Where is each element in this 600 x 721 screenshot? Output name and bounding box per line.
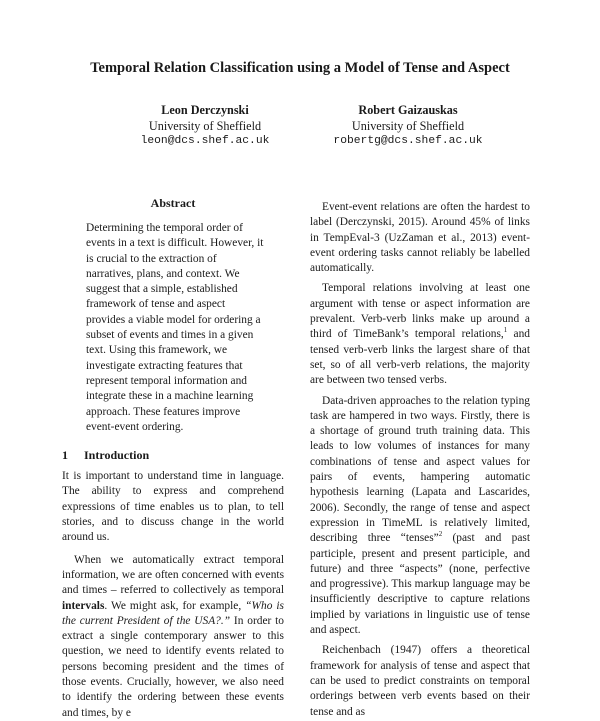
section-number: 1 xyxy=(62,448,68,463)
paper-title: Temporal Relation Classification using a Model of Tense and Aspect xyxy=(90,60,510,76)
section-heading xyxy=(62,448,284,463)
left-column xyxy=(62,196,284,721)
abstract-heading: Abstract xyxy=(150,196,196,210)
right-paragraph-1: Event-event relations are often the hardest to label (Derczynski, 2015). Around 45% of links in TempEval-3 (UzZaman et al., 2013) event-event ordering tasks cannot reliably be labelled automatically. xyxy=(310,201,530,275)
text-run: . We might ask, for example, xyxy=(104,599,246,612)
author-block-1 xyxy=(105,103,305,150)
author-email: leon@dcs.shef.ac.uk xyxy=(140,135,270,147)
section-title: Introduction xyxy=(84,448,150,463)
abstract-text: Determining the temporal order of events in a text is difficult. However, it is crucial to the extraction of narratives, plans, and context. We suggest that a simple, established framework of tense and aspect provides a viable model for ordering a subset of events and times in a given text. Using this framework, we investigate extracting features that represent temporal information and integrate these in a machine learning approach. These features improve event-event ordering. xyxy=(86,222,264,433)
intro-paragraph-2 xyxy=(62,553,284,721)
text-run: When we automatically extract temporal information, we are often concerned with events and times – referred to collectively as temporal xyxy=(62,553,284,597)
author-block-2 xyxy=(308,103,508,150)
footnote-marker: 2 xyxy=(438,530,443,539)
term-intervals: intervals xyxy=(62,599,105,612)
text-run: (past and past participle, present and present participle, and future) and three “aspects” (none, perfective and progressive). This markup language may be insufficiently descriptive to capture relations implied by variations in linguistic use of tense and aspect. xyxy=(310,532,531,637)
author-affiliation: University of Sheffield xyxy=(351,118,465,133)
footnote-marker: 1 xyxy=(503,326,508,335)
text-run: Temporal relations involving at least one argument with tense or aspect information are prevalent. Verb-verb links make up around a third of TimeBank’s temporal relations, xyxy=(310,282,530,341)
intro-paragraph-1: It is important to understand time in language. The ability to express and comprehend expressions of time enables us to plan, to tell stories, and to discuss change in the world around us. xyxy=(62,470,284,544)
text-run: In order to extract a single contemporary answer to this question, we need to identify events related to persons becoming president and the times of those events. Crucially, however, we also need to identify the ordering between these events and times, by e xyxy=(62,614,284,719)
right-paragraph-4: Reichenbach (1947) offers a theoretical framework for analysis of tense and aspect that can be used to predict constraints on temporal orderings between verb events based on their tense and as xyxy=(310,644,530,718)
author-name: Leon Derczynski xyxy=(161,103,249,117)
right-column xyxy=(310,200,530,720)
author-affiliation: University of Sheffield xyxy=(148,118,262,133)
text-run: and tensed verb-verb links the largest share of that set, so of all verb-verb relations, the majority are between two tensed verbs. xyxy=(310,328,530,387)
right-paragraph-2 xyxy=(310,281,530,388)
author-email: robertg@dcs.shef.ac.uk xyxy=(333,135,483,147)
example-question: “Who is the current President of the USA?.” xyxy=(62,599,284,627)
text-run: Data-driven approaches to the relation typing task are hampered in two ways. Firstly, there is a shortage of ground truth training data. This leads to low volumes of instances for many combinations of tense and aspect values for pairs of events, hampering automatic hypothesis learning (Lapata and Lascarides, 2006). Secondly, the range of tense and aspect expression in TimeML is relatively limited, describing three “tenses” xyxy=(310,394,530,545)
author-name: Robert Gaizauskas xyxy=(358,103,458,117)
right-paragraph-3 xyxy=(310,394,530,639)
